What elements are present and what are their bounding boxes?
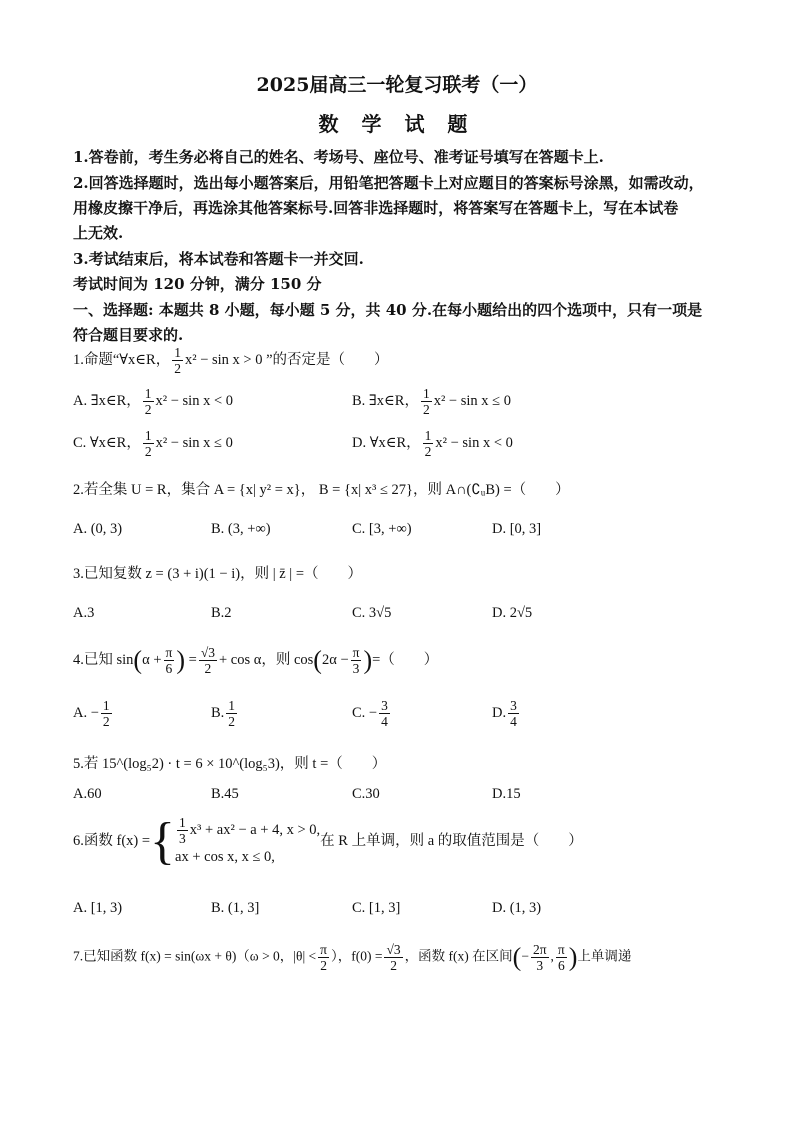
- instruction-2-cont: 用橡皮擦干净后，再选涂其他答案标号.回答非选择题时，将答案写在答题卡上，写在本试卷: [73, 199, 679, 217]
- question-2: 2.若全集 U = R，集合 A = {x| y² = x}， B = {x| x³ ≤ 27}，则 A∩(∁ᵤB) =（ ）: [73, 482, 570, 498]
- exam-subject: 数 学 试 题: [318, 112, 476, 136]
- q6-option-c[interactable]: C. [1, 3]: [352, 900, 401, 916]
- q3-option-b[interactable]: B.2: [211, 605, 232, 621]
- question-5: 5.若 15^(log₅2) · t = 6 × 10^(log₅3)，则 t =（ ）: [73, 756, 387, 772]
- q1-option-d[interactable]: D. ∀x∈R， $\frac{1}{2}$ x² − sin x < 0: [352, 428, 513, 459]
- question-6: 6.函数 f(x) ={ $\frac{1}{3}$ x³ + ax² − a + 4, x > 0, ax + cos x, x ≤ 0, 在 R 上单调，则 a 的取值范围是（ ）: [73, 813, 583, 870]
- q6-option-d[interactable]: D. (1, 3): [492, 900, 542, 916]
- exam-title: 2025届高三一轮复习联考（一）: [256, 74, 538, 96]
- fraction: $\frac{1}{2}$: [174, 345, 181, 376]
- instruction-1: 1.答卷前，考生务必将自己的姓名、考场号、座位号、准考证号填写在答题卡上.: [73, 148, 604, 166]
- q1-option-b[interactable]: B. ∃x∈R， $\frac{1}{2}$ x² − sin x ≤ 0: [352, 386, 511, 417]
- q6-option-b[interactable]: B. (1, 3]: [211, 900, 260, 916]
- q1-option-a[interactable]: A. ∃x∈R， $\frac{1}{2}$ x² − sin x < 0: [73, 386, 233, 417]
- q4-option-d[interactable]: D. $\frac{3}{4}$: [492, 698, 517, 729]
- section-heading: 一、选择题: 本题共 8 小题，每小题 5 分，共 40 分.在每小题给出的四个选项中，只有一项是: [73, 301, 703, 319]
- question-3: 3.已知复数 z = (3 + i)(1 − i)，则 | z̄ | =（ ）: [73, 566, 363, 582]
- q5-option-c[interactable]: C.30: [352, 786, 380, 802]
- section-heading-cont: 符合题目要求的.: [73, 326, 184, 344]
- q4-option-c[interactable]: C. − $\frac{3}{4}$: [352, 698, 388, 729]
- q6-option-a[interactable]: A. [1, 3): [73, 900, 123, 916]
- exam-time: 考试时间为 120 分钟，满分 150 分: [73, 275, 322, 293]
- q3-option-a[interactable]: A.3: [73, 605, 95, 621]
- q2-option-c[interactable]: C. [3, +∞): [352, 521, 412, 537]
- q3-option-c[interactable]: C. 3√5: [352, 605, 392, 621]
- q5-option-a[interactable]: A.60: [73, 786, 102, 802]
- q5-option-d[interactable]: D.15: [492, 786, 521, 802]
- piecewise-cases: $\frac{1}{3}$ x³ + ax² − a + 4, x > 0, ax + cos x, x ≤ 0,: [175, 815, 321, 865]
- q2-option-d[interactable]: D. [0, 3]: [492, 521, 542, 537]
- instruction-3: 3.考试结束后，将本试卷和答题卡一并交回.: [73, 250, 364, 268]
- instruction-2: 2.回答选择题时，选出每小题答案后，用铅笔把答题卡上对应题目的答案标号涂黑，如需改动，: [73, 174, 704, 192]
- q4-option-a[interactable]: A. − $\frac{1}{2}$: [73, 698, 110, 729]
- question-4: 4.已知 sin(α + $\frac{\pi}{6}$ ) = $\frac{√3}{2}$ + cos α，则 cos(2α − $\frac{\pi}{3}$ )=（ ）: [73, 645, 439, 676]
- q1-option-c[interactable]: C. ∀x∈R， $\frac{1}{2}$ x² − sin x ≤ 0: [73, 428, 233, 459]
- q2-option-a[interactable]: A. (0, 3): [73, 521, 123, 537]
- question-7: 7.已知函数 f(x) = sin(ωx + θ)（ω > 0，|θ| < $\frac{\pi}{2}$ ），f(0) = $\frac{√3}{2}$ ，函数 f(x) 在区间(− $\frac{2\pi}{3}$ , $\frac{\pi}{6}$ )上单调递: [73, 942, 632, 973]
- q4-option-b[interactable]: B. $\frac{1}{2}$: [211, 698, 236, 729]
- q3-option-d[interactable]: D. 2√5: [492, 605, 533, 621]
- q2-option-b[interactable]: B. (3, +∞): [211, 521, 271, 537]
- question-1: 1.命题“∀x∈R， $\frac{1}{2}$ x² − sin x > 0 ”的否定是（ ）: [73, 345, 389, 376]
- instruction-2-end: 上无效.: [73, 224, 124, 242]
- q5-option-b[interactable]: B.45: [211, 786, 239, 802]
